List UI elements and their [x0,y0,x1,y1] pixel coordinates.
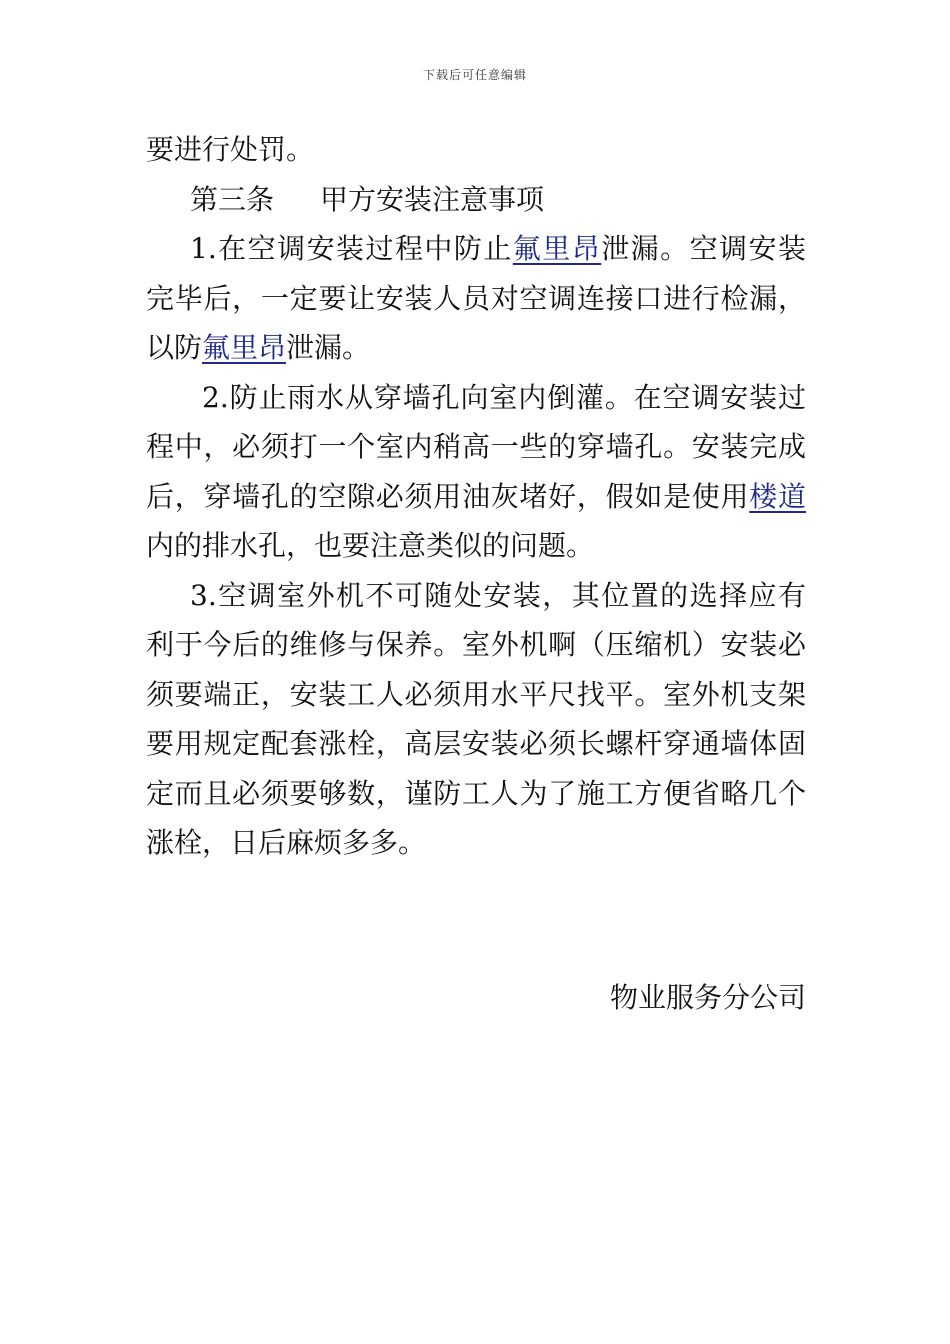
paragraph-line: 要进行处罚。 [146,133,315,166]
text-run: 泄漏。 [286,331,371,364]
text-run: 1.在空调安装过程中防止 [190,232,513,265]
paragraph-line [146,323,806,373]
link-freon[interactable]: 氟里昂 [512,232,602,265]
paragraph-line: 程中，必须打一个室内稍高一些的穿墙孔。安装完成 [146,430,806,463]
page-header: 下载后可任意编辑 [422,68,527,82]
article-title: 甲方安装注意事项 [320,182,545,216]
paragraph-line [146,224,806,274]
paragraph-line: 完毕后，一定要让安装人员对空调连接口进行检漏， [146,281,806,315]
text-run: 后，穿墙孔的空隙必须用油灰堵好，假如是使用 [146,479,750,513]
text-run: 以防 [146,331,203,364]
link-stairway[interactable]: 楼道 [749,479,806,513]
link-freon[interactable]: 氟里昂 [202,331,287,364]
paragraph-line: 涨栓，日后麻烦多多。 [146,826,427,859]
paragraph-line: 3.空调室外机不可随处安装，其位置的选择应有 [190,578,806,612]
paragraph-line: 2.防止雨水从穿墙孔向室内倒灌。在空调安装过 [202,380,806,414]
paragraph-line: 利于今后的维修与保养。室外机啊（压缩机）安装必 [146,628,806,661]
paragraph-line [146,472,806,522]
paragraph-line: 定而且必须要够数，谨防工人为了施工方便省略几个 [146,776,806,810]
article-heading [146,175,806,225]
document-body [146,125,806,868]
article-number: 第三条 [190,182,275,216]
signature: 物业服务分公司 [609,981,806,1014]
paragraph-line: 要用规定配套涨栓，高层安装必须长螺杆穿通墙体固 [146,727,806,760]
paragraph-line: 须要端正，安装工人必须用水平尺找平。室外机支架 [146,677,806,711]
text-run: 泄漏。空调安装 [601,232,806,265]
paragraph-line: 内的排水孔，也要注意类似的问题。 [146,529,595,562]
